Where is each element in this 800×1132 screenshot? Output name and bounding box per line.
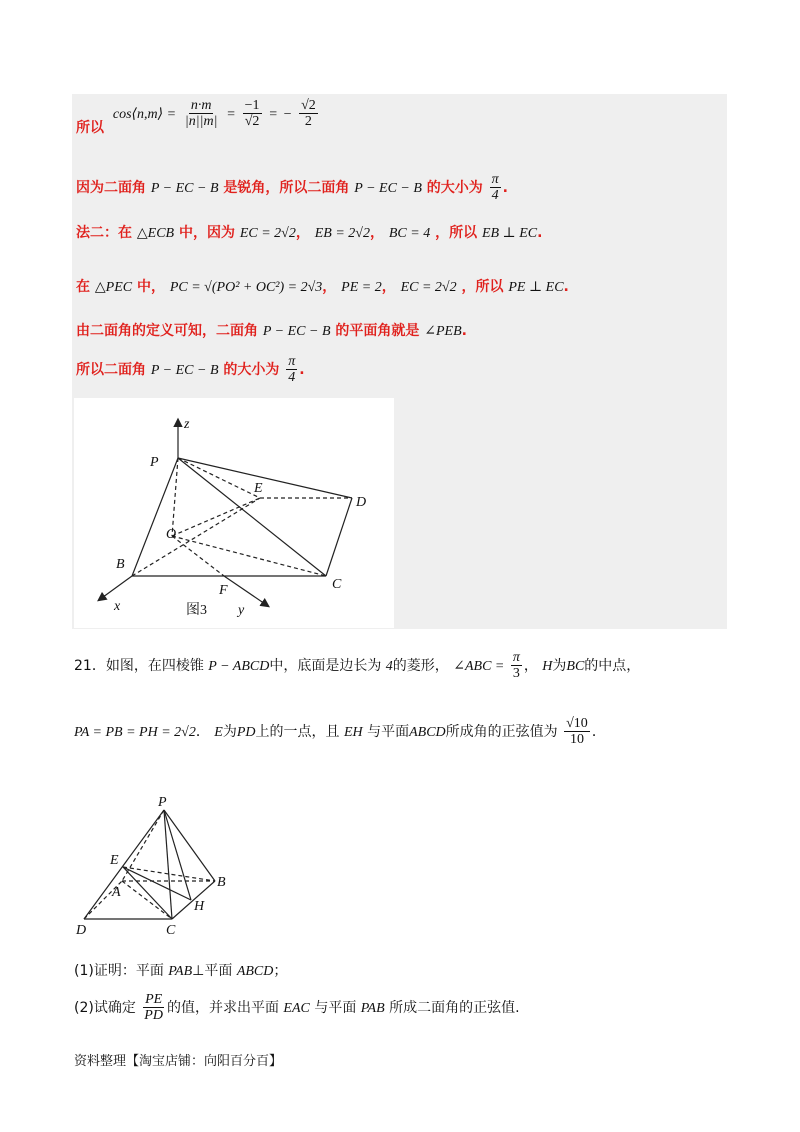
pe-value: PE = 2: [341, 280, 382, 295]
triangle-ecb: △ECB: [136, 226, 175, 241]
label-f: F: [219, 583, 228, 598]
label-d: D: [356, 495, 367, 510]
text-a: 在: [76, 279, 90, 295]
period: .: [502, 179, 508, 196]
solution-line-method2: [76, 222, 542, 242]
pi-num: π: [491, 172, 499, 187]
bc-value: BC = 4: [388, 226, 431, 241]
cos-frac1-num: n·m: [190, 98, 212, 113]
frac-num: √10: [566, 716, 588, 731]
text-d: 所成二面角的正弦值.: [389, 999, 520, 1016]
segment-eh: EH: [343, 724, 363, 740]
period: .: [461, 323, 467, 339]
comma: ，: [322, 279, 337, 295]
text-a: 如图，在四棱锥: [105, 657, 204, 674]
label-p: P: [158, 795, 167, 810]
minus-sign: −: [282, 106, 293, 122]
question-part-2: [74, 992, 520, 1024]
figure-3: [74, 398, 394, 628]
text-c: 的菱形，: [392, 657, 449, 674]
equal-lengths: PA = PB = PH = 2√2: [74, 724, 196, 740]
point-e: E: [214, 724, 223, 740]
comma: ，: [295, 225, 310, 241]
segment-pd: PD: [236, 724, 256, 740]
plane-eac: EAC: [283, 1000, 310, 1016]
text-f: 所成角的正弦值为: [445, 723, 558, 740]
text-c: 与平面: [314, 999, 357, 1016]
cos-fraction-2: [243, 98, 262, 130]
pi-den: 4: [288, 370, 296, 386]
label-h: H: [194, 899, 205, 914]
text-f: 的中点，: [584, 657, 641, 674]
plane-abcd: ABCD: [409, 724, 446, 740]
figure-21-diagram: [70, 792, 240, 942]
solution-line-cos: [76, 98, 320, 136]
text-b: 中，底面是边长为: [269, 657, 382, 674]
triangle-pec: △PEC: [94, 280, 133, 295]
label-e: E: [110, 853, 119, 868]
dihedral: P − EC − B: [150, 362, 219, 378]
label-x: x: [114, 599, 121, 614]
period: .: [563, 279, 569, 295]
period: .: [537, 225, 543, 241]
cos-expression: cos⟨n,m⟩ =: [112, 106, 177, 122]
label-b: B: [116, 557, 125, 572]
cos-frac1-den: |n||m|: [184, 114, 218, 130]
pi-num: π: [288, 354, 296, 369]
equals-1: =: [226, 106, 236, 122]
pi-den: 3: [512, 666, 520, 682]
figure-3-caption: 图3: [186, 603, 207, 618]
period: .: [299, 361, 305, 378]
dihedral: P − EC − B: [262, 324, 331, 339]
frac-den: 10: [569, 732, 584, 748]
label-a: A: [112, 885, 121, 900]
label-y: y: [238, 603, 245, 618]
text-c: ，所以: [461, 279, 504, 295]
figure-3-diagram: [74, 398, 394, 628]
question-part-1: [74, 960, 287, 980]
segment-bc: BC: [566, 658, 585, 674]
footer-source: 资料整理【淘宝店铺：向阳百分百】: [74, 1054, 283, 1069]
label-b: B: [217, 875, 226, 890]
text-b: 的平面角就是: [335, 323, 420, 339]
text-b: 中，因为: [178, 225, 235, 241]
cos-frac3-num: √2: [301, 98, 316, 113]
solution-line-conclusion: [76, 354, 305, 386]
cos-fraction-1: [183, 98, 220, 130]
text-e: 为: [552, 657, 567, 674]
solution-line-pec: [76, 276, 569, 296]
pi-over-4: [490, 172, 501, 204]
text-b: 中，: [136, 279, 165, 295]
comma: ，: [369, 225, 384, 241]
text-end: ．: [591, 723, 606, 740]
text-a: 因为二面角: [76, 179, 146, 196]
label-c: C: [332, 577, 342, 592]
solution-line-acute: [76, 172, 508, 204]
text-b: 为: [222, 723, 237, 740]
label-e: E: [254, 481, 263, 496]
label-z: z: [184, 417, 190, 432]
label-d: D: [76, 923, 87, 938]
dihedral-1: P − EC − B: [150, 180, 219, 196]
text-d: 与平面: [367, 723, 410, 740]
text-a: ．: [195, 723, 210, 740]
label-c: C: [166, 923, 176, 938]
pe-perp-ec: PE ⊥ EC: [508, 280, 564, 295]
text-suoyi: 所以: [76, 119, 104, 136]
pi-over-3: [511, 650, 522, 682]
question-21-line-2: [74, 716, 606, 748]
cos-frac2-den: √2: [244, 114, 260, 130]
text-b: 的值，并求出平面: [166, 999, 279, 1016]
pi-den: 4: [491, 188, 499, 204]
cos-frac3-den: 2: [304, 114, 312, 130]
text-b: 是锐角，所以二面角: [223, 179, 350, 196]
text-d: ，: [523, 657, 538, 674]
cos-frac2-num: −1: [244, 98, 260, 113]
sqrt10-over-10: [564, 716, 590, 748]
ec-value: EC = 2√2: [239, 226, 296, 241]
ec-value: EC = 2√2: [400, 280, 457, 295]
text-c: ；: [273, 963, 288, 979]
cos-fraction-3: [299, 98, 318, 130]
plane-pab: PAB: [168, 964, 193, 979]
question-21-line-1: [74, 650, 640, 682]
text-c: ，所以: [435, 225, 478, 241]
angle-peb: ∠PEB: [424, 324, 462, 339]
label-o: O: [166, 527, 177, 542]
point-h: H: [542, 658, 553, 674]
pe-over-pd: [142, 992, 165, 1024]
figure-21: [70, 792, 240, 942]
equals-2: =: [268, 106, 278, 122]
pi-num: π: [512, 650, 520, 665]
text-b: ⊥平面: [192, 963, 233, 979]
pyramid-name: P − ABCD: [208, 658, 270, 674]
dihedral-2: P − EC − B: [354, 180, 422, 196]
text-b: 的大小为: [223, 361, 280, 378]
eb-perp-ec: EB ⊥ EC: [481, 226, 538, 241]
text-a: (1)证明：平面: [74, 963, 164, 979]
frac-num: PE: [145, 992, 163, 1007]
label-p: P: [150, 455, 159, 470]
plane-pab: PAB: [360, 1000, 385, 1016]
solution-line-definition: [76, 320, 467, 340]
text-a: 法二：在: [76, 225, 132, 241]
comma: ，: [381, 279, 396, 295]
plane-abcd: ABCD: [236, 964, 274, 979]
text-a: 所以二面角: [76, 361, 146, 378]
frac-den: PD: [144, 1008, 163, 1024]
pc-value: PC = √(PO² + OC²) = 2√3: [169, 280, 323, 295]
question-number: 21．: [74, 657, 106, 674]
eb-value: EB = 2√2: [314, 226, 370, 241]
text-c: 上的一点，且: [255, 723, 340, 740]
pi-over-4: [286, 354, 297, 386]
text-c: 的大小为: [426, 179, 483, 196]
angle-abc: ∠ABC =: [453, 658, 505, 674]
text-a: 由二面角的定义可知，二面角: [76, 323, 258, 339]
side-length: 4: [385, 658, 393, 674]
text-a: (2)试确定: [74, 999, 136, 1016]
